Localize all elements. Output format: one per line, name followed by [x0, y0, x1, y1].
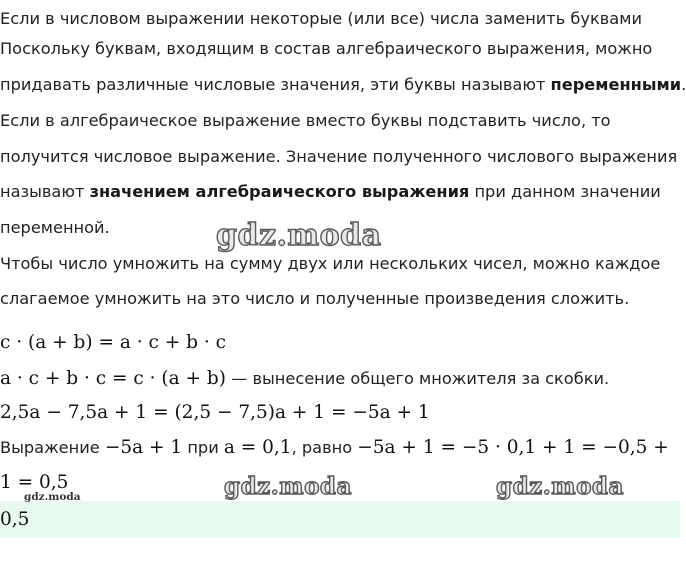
math-inline: −5a + 1 = −5 · 0,1 + 1 = −0,5 +	[357, 437, 669, 458]
text-line: Поскольку буквам, входящим в состав алгебраического выражения, можно	[0, 39, 653, 58]
evaluation-line	[0, 437, 669, 459]
text-line: получится числовое выражение. Значение полученного числового выражения	[0, 147, 678, 166]
text-segment: при	[182, 438, 224, 457]
factor-description: — вынесение общего множителя за скобки.	[225, 369, 610, 388]
example-formula: 2,5a − 7,5a + 1 = (2,5 − 7,5)a + 1 = −5a + 1	[0, 402, 430, 423]
text-segment: придавать различные числовые значения, эти буквы называют	[0, 75, 551, 94]
evaluation-result: 1 = 0,5	[0, 472, 69, 493]
text-segment: , равно	[291, 438, 358, 457]
watermark-logo-small: gdz.moda	[24, 491, 81, 503]
text-line: Если в алгебраическое выражение вместо буквы подставить число, то	[0, 111, 611, 130]
distributive-formula: c · (a + b) = a · c + b · c	[0, 332, 226, 353]
text-line: Если в числовом выражении некоторые (или все) числа заменить буквами	[0, 9, 642, 28]
text-line: слагаемое умножить на это число и полученные произведения сложить.	[0, 289, 630, 308]
answer-box	[0, 501, 680, 538]
answer-value: 0,5	[0, 509, 30, 530]
text-line	[0, 181, 661, 203]
factor-out-line	[0, 368, 609, 390]
text-line	[0, 74, 686, 96]
math-inline: −5a + 1	[104, 437, 183, 458]
text-segment: .	[681, 75, 686, 94]
bold-term: значением алгебраического выражения	[89, 182, 470, 201]
factor-formula: a · c + b · c = c · (a + b)	[0, 368, 226, 389]
text-segment: при данном значении	[469, 182, 661, 201]
text-segment: называют	[0, 182, 90, 201]
math-inline: a = 0,1	[223, 437, 292, 458]
text-line: Чтобы число умножить на сумму двух или нескольких чисел, можно каждое	[0, 254, 661, 273]
text-line: переменной.	[0, 218, 110, 237]
watermark-logo: gdz.moda	[496, 473, 624, 500]
watermark-logo: gdz.moda	[216, 218, 382, 253]
text-segment: Выражение	[0, 438, 105, 457]
watermark-logo: gdz.moda	[224, 473, 352, 500]
bold-term: переменными	[550, 75, 682, 94]
